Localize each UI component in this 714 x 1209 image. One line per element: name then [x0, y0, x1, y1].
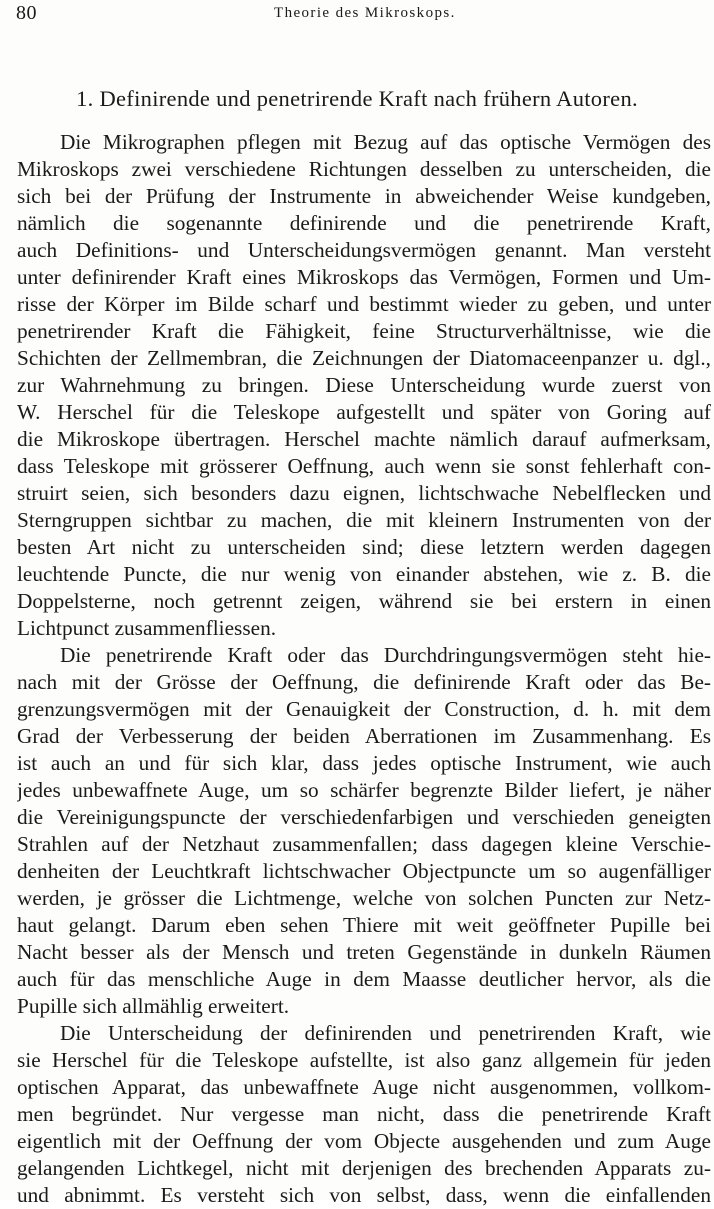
text-line: penetrirender Kraft die Fähigkeit, feine Structurverhältnisse, wie die: [17, 319, 711, 343]
text-line: Die Unterscheidung der definirenden und penetrirenden Kraft, wie: [60, 1021, 711, 1045]
text-line: Grad der Verbesserung der beiden Aberrationen im Zusammenhang. Es: [17, 724, 711, 748]
text-line: sie Herschel für die Teleskope aufstellte, ist also ganz allgemein für jeden: [17, 1048, 711, 1072]
page-number: 80: [16, 2, 37, 24]
text-line: eigentlich mit der Oeffnung der vom Objecte ausgehenden und zum Auge: [17, 1129, 711, 1153]
text-line: nämlich die sogenannte definirende und die penetrirende Kraft,: [17, 211, 711, 235]
text-line: jedes unbewaffnete Auge, um so schärfer begrenzte Bilder liefert, je näher: [17, 778, 711, 802]
text-line: Nacht besser als der Mensch und treten Gegenstände in dunkeln Räumen: [17, 940, 711, 964]
text-line: W. Herschel für die Teleskope aufgestellt und später von Goring auf: [17, 400, 711, 424]
text-line: struirt seien, sich besonders dazu eignen, lichtschwache Nebelflecken und: [17, 481, 711, 505]
text-line: unter definirender Kraft eines Mikroskops das Vermögen, Formen und Um-: [17, 265, 711, 289]
text-line: die Mikroskope übertragen. Herschel machte nämlich darauf aufmerksam,: [17, 427, 711, 451]
text-line: grenzungsvermögen mit der Genauigkeit der Construction, d. h. mit dem: [17, 697, 711, 721]
text-line: sich bei der Prüfung der Instrumente in abweichender Weise kundgeben,: [17, 184, 711, 208]
text-line: nach mit der Grösse der Oeffnung, die definirende Kraft oder das Be-: [17, 670, 711, 694]
running-head: [16, 2, 698, 32]
text-line: die Vereinigungspuncte der verschiedenfarbigen und verschieden geneigten: [17, 805, 711, 829]
text-line: auch für das menschliche Auge in dem Maasse deutlicher hervor, als die: [17, 967, 711, 991]
running-title: Theorie des Mikroskops.: [274, 5, 456, 21]
text-line: optischen Apparat, das unbewaffnete Auge nicht ausgenommen, vollkom-: [17, 1075, 711, 1099]
text-line: gelangenden Lichtkegel, nicht mit derjenigen des brechenden Apparats zu-: [17, 1156, 711, 1180]
text-line: men begründet. Nur vergesse man nicht, dass die penetrirende Kraft: [17, 1102, 711, 1126]
text-line: ist auch an und für sich klar, dass jedes optische Instrument, wie auch: [17, 751, 711, 775]
text-line: haut gelangt. Darum eben sehen Thiere mit weit geöffneter Pupille bei: [17, 913, 711, 937]
text-line: Die penetrirende Kraft oder das Durchdringungsvermögen steht hie-: [60, 643, 711, 667]
text-line: zur Wahrnehmung zu bringen. Diese Unterscheidung wurde zuerst von: [17, 373, 711, 397]
body-text: [17, 129, 711, 1209]
text-line: Mikroskops zwei verschiedene Richtungen desselben zu unterscheiden, die: [17, 157, 711, 181]
text-line: Sterngruppen sichtbar zu machen, die mit kleinern Instrumenten von der: [17, 508, 711, 532]
text-line: leuchtende Puncte, die nur wenig von einander abstehen, wie z. B. die: [17, 562, 711, 586]
text-line: denheiten der Leuchtkraft lichtschwacher Objectpuncte um so augenfälliger: [17, 859, 711, 883]
text-line: besten Art nicht zu unterscheiden sind; diese letztern werden dagegen: [17, 535, 711, 559]
text-line: Strahlen auf der Netzhaut zusammenfallen; dass dagegen kleine Verschie-: [17, 832, 711, 856]
text-line: risse der Körper im Bilde scharf und bestimmt wieder zu geben, und unter: [17, 292, 711, 316]
text-line: werden, je grösser die Lichtmenge, welche von solchen Puncten zur Netz-: [17, 886, 711, 910]
text-line: Lichtpunct zusammenfliessen.: [17, 616, 277, 640]
text-line: Doppelsterne, noch getrennt zeigen, während sie bei erstern in einen: [17, 589, 711, 613]
text-line: und abnimmt. Es versteht sich von selbst, dass, wenn die einfallenden: [17, 1183, 711, 1207]
text-line: dass Teleskope mit grösserer Oeffnung, auch wenn sie sonst fehlerhaft con-: [17, 454, 711, 478]
text-line: Die Mikrographen pflegen mit Bezug auf das optische Vermögen des: [60, 130, 711, 154]
text-line: auch Definitions- und Unterscheidungsvermögen genannt. Man versteht: [17, 238, 711, 262]
text-line: Schichten der Zellmembran, die Zeichnungen der Diatomaceenpanzer u. dgl.,: [17, 346, 711, 370]
section-heading: 1. Definirende und penetrirende Kraft nach frühern Autoren.: [76, 86, 638, 111]
text-line: Pupille sich allmählig erweitert.: [17, 994, 290, 1018]
